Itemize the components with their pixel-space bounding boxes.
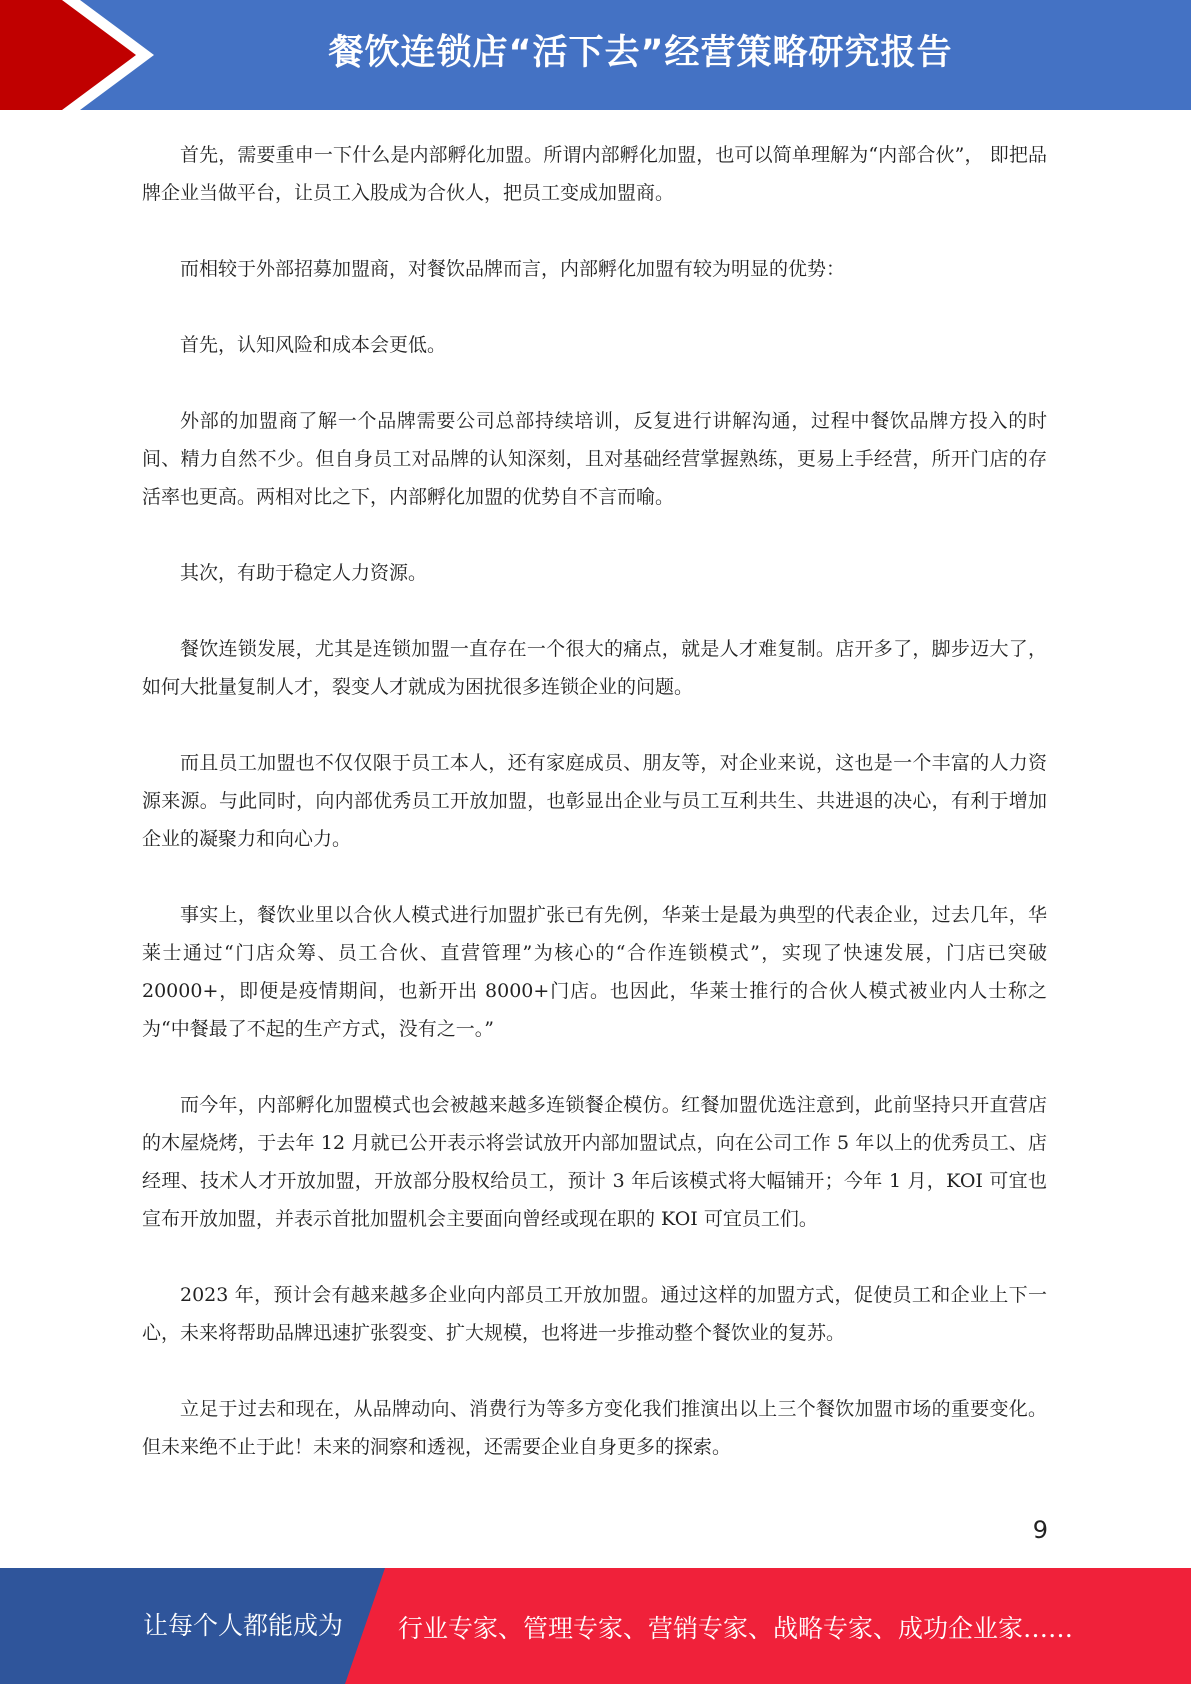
paragraph: 外部的加盟商了解一个品牌需要公司总部持续培训，反复进行讲解沟通，过程中餐饮品牌方投入的时间、精力自然不少。但自身员工对品牌的认知深刻，且对基础经营掌握熟练，更易上手经营，所开门店的存活率也更高。两相对比之下，内部孵化加盟的优势自不言而喻。 — [142, 410, 1047, 508]
paragraph: 首先，需要重申一下什么是内部孵化加盟。所谓内部孵化加盟，也可以简单理解为“内部合伙”， 即把品牌企业当做平台，让员工入股成为合伙人，把员工变成加盟商。 — [142, 144, 1047, 204]
paragraph: 餐饮连锁发展，尤其是连锁加盟一直存在一个很大的痛点，就是人才难复制。店开多了，脚步迈大了，如何大批量复制人才，裂变人才就成为困扰很多连锁企业的问题。 — [142, 638, 1047, 698]
paragraph: 2023 年，预计会有越来越多企业向内部员工开放加盟。通过这样的加盟方式，促使员工和企业上下一心，未来将帮助品牌迅速扩张裂变、扩大规模，也将进一步推动整个餐饮业的复苏。 — [142, 1284, 1047, 1344]
paragraph: 其次，有助于稳定人力资源。 — [180, 562, 428, 584]
paragraph: 而相较于外部招募加盟商，对餐饮品牌而言，内部孵化加盟有较为明显的优势： — [180, 258, 846, 280]
header-banner — [0, 0, 1191, 110]
paragraph: 首先，认知风险和成本会更低。 — [180, 334, 447, 356]
paragraph: 事实上，餐饮业里以合伙人模式进行加盟扩张已有先例，华莱士是最为典型的代表企业，过去几年，华莱士通过“门店众筹、员工合伙、直营管理”为核心的“合作连锁模式”，实现了快速发展，门店已突破 20000+，即便是疫情期间，也新开出 8000+门店。也因此，华莱士推行的合伙人模式被业内人士称之为“中餐最了不起的生产方式，没有之一。” — [142, 904, 1047, 1040]
page-number: 9 — [1032, 1516, 1048, 1544]
paragraph: 而且员工加盟也不仅仅限于员工本人，还有家庭成员、朋友等，对企业来说，这也是一个丰富的人力资源来源。与此同时，向内部优秀员工开放加盟，也彰显出企业与员工互利共生、共进退的决心，有利于增加企业的凝聚力和向心力。 — [142, 752, 1047, 850]
paragraph: 立足于过去和现在，从品牌动向、消费行为等多方变化我们推演出以上三个餐饮加盟市场的重要变化。但未来绝不止于此！未来的洞察和透视，还需要企业自身更多的探索。 — [142, 1398, 1047, 1458]
header-red-arrow-shape — [0, 0, 150, 110]
footer-slogan-left: 让每个人都能成为 — [143, 1611, 344, 1640]
report-title: 餐饮连锁店“活下去”经营策略研究报告 — [328, 33, 953, 73]
footer-banner — [0, 1568, 1191, 1684]
paragraph: 而今年，内部孵化加盟模式也会被越来越多连锁餐企模仿。红餐加盟优选注意到，此前坚持只开直营店的木屋烧烤，于去年 12 月就已公开表示将尝试放开内部加盟试点，向在公司工作 5 年以上的优秀员工、店经理、技术人才开放加盟，开放部分股权给员工，预计 3 年后该模式将大幅铺开；今年 1 月，KOI 可宜也宣布开放加盟，并表示首批加盟机会主要面向曾经或现在职的 KOI 可宜员工们。 — [142, 1094, 1047, 1230]
report-body — [142, 136, 1047, 1504]
footer-slogan-right: 行业专家、管理专家、营销专家、战略专家、成功企业家…… — [398, 1614, 1074, 1643]
